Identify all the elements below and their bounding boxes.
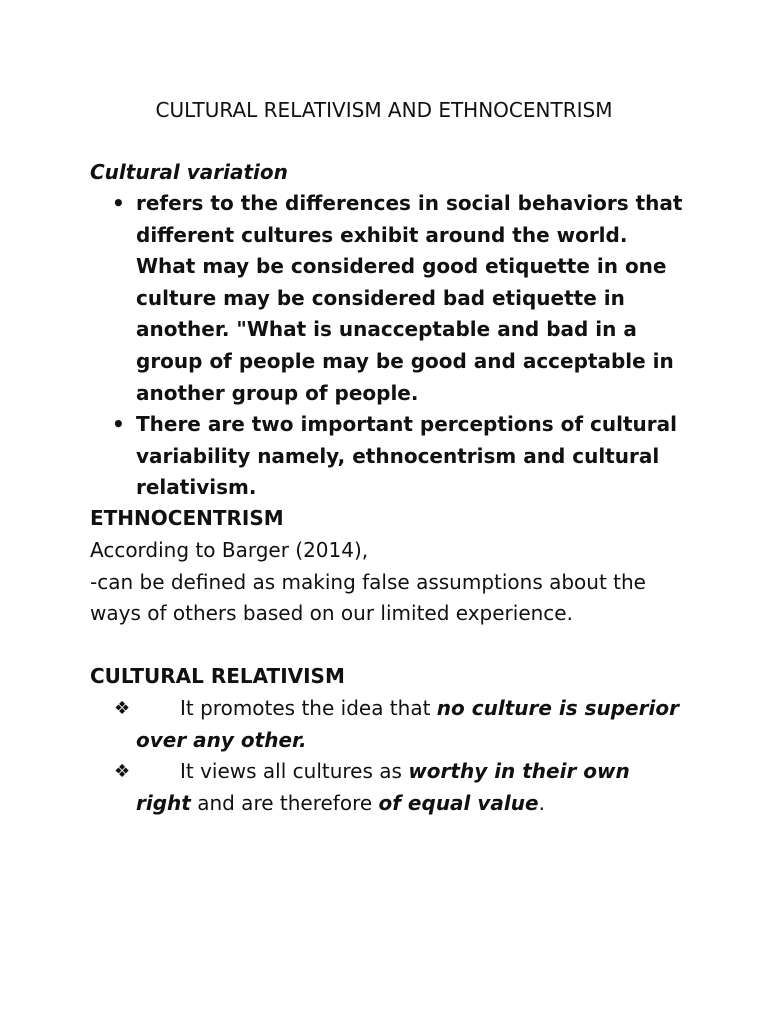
list-item [90, 693, 690, 756]
cultural-relativism-heading: CULTURAL RELATIVISM [90, 664, 345, 688]
cultural-variation-list [90, 188, 690, 504]
bullet-icon: • [112, 412, 125, 437]
item-text-middle: and are therefore [190, 790, 379, 815]
cultural-variation-heading: Cultural variation [90, 160, 288, 184]
item-text: It views all cultures as [180, 759, 409, 784]
ethnocentrism-heading: ETHNOCENTRISM [90, 506, 284, 530]
bullet-text: There are two important perceptions of cultural variability namely, ethnocentrism and cultural relativism. [136, 412, 678, 500]
list-item [90, 409, 690, 504]
bullet-icon: • [112, 191, 125, 215]
diamond-bullet-icon: ❖ [114, 698, 131, 719]
item-emphasis: worthy in their own right [136, 759, 630, 815]
paragraph-line: According to Barger (2014), [90, 538, 369, 562]
cultural-relativism-list [90, 693, 690, 819]
list-item [90, 756, 690, 819]
item-emphasis: no culture is superior over any other. [136, 696, 679, 752]
item-emphasis-2: of equal value [378, 790, 539, 815]
item-text-end: . [538, 790, 545, 815]
bullet-text: refers to the differences in social behaviors that different cultures exhibit around the world. What may be considered good etiquette in one culture may be considered bad etiquette in another. "What is unacceptable and bad in a group of people may be good and acceptable in another group of people. [136, 191, 683, 405]
item-text: It promotes the idea that [180, 696, 437, 720]
paragraph-line: -can be defined as making false assumptions about the [90, 569, 646, 594]
list-item [90, 188, 690, 409]
paragraph-line: ways of others based on our limited experience. [90, 601, 573, 625]
diamond-bullet-icon: ❖ [114, 761, 131, 783]
ethnocentrism-paragraph [90, 535, 690, 630]
document-title: CULTURAL RELATIVISM AND ETHNOCENTRISM [155, 98, 613, 122]
